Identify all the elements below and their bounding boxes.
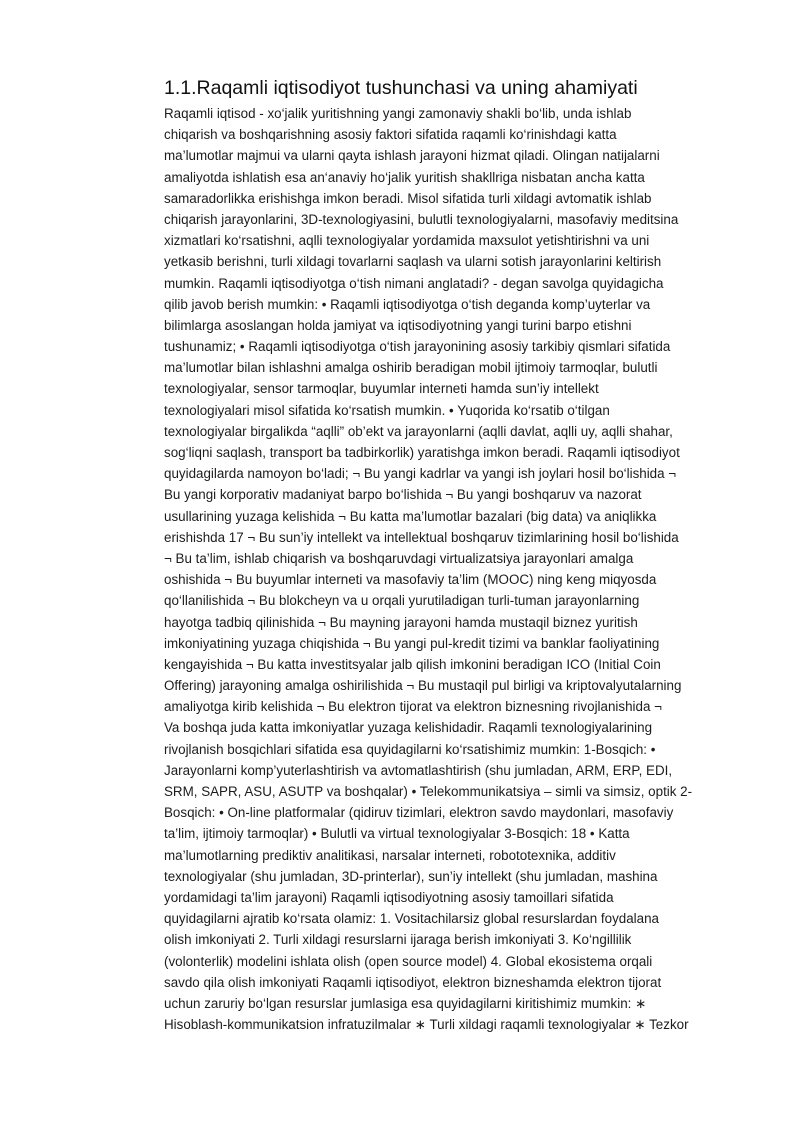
text-line: chiqarish va boshqarishning asosiy faktori sifatida raqamli ko‘rinishdagi katta	[164, 127, 617, 143]
text-line: samaradorlikka erishishga imkon beradi. Misol sifatida turli xildagi avtomatik ishlab	[164, 190, 652, 206]
text-line: yetkasib berishni, turli xildagi tovarlarni saqlash va ularni sotish jarayonlarini keltirish	[164, 254, 662, 270]
document-body	[164, 74, 744, 1035]
text-line: oshishida ¬ Bu buyumlar interneti va masofaviy ta’lim (MOOC) ning keng miqyosda	[164, 572, 657, 588]
text-line: Jarayonlarni komp’yuterlashtirish va avtomatlashtirish (shu jumladan, ARM, ERP, EDI,	[164, 762, 673, 778]
text-line: ta’lim, ijtimoiy tarmoqlar) • Bulutli va virtual texnologiyalar 3-Bosqich: 18 • Katta	[164, 826, 630, 842]
text-line: savdo qila olish imkoniyati Raqamli iqtisodiyot, elektron bizneshamda elektron tijorat	[164, 974, 662, 990]
text-line: texnologiyalar birgalikda “aqlli” ob’ekt va jarayonlarni (aqlli davlat, aqlli uy, aqlli shahar,	[164, 423, 673, 439]
text-line: Va boshqa juda katta imkoniyatlar yuzaga kelishidadir. Raqamli texnologiyalarining	[164, 720, 653, 736]
text-line: ma’lumotlarning prediktiv analitikasi, narsalar interneti, robototexnika, additiv	[164, 847, 616, 863]
text-line: usullarining yuzaga kelishida ¬ Bu katta ma’lumotlar bazalari (big data) va aniqlikka	[164, 508, 657, 524]
text-line: Offering) jarayoning amalga oshirilishida ¬ Bu mustaqil pul birligi va kriptovalyutalarning	[164, 678, 682, 694]
text-line: (volonterlik) modelini ishlata olish (open source model) 4. Global ekosistema orqali	[164, 953, 653, 969]
text-line: Hisoblash-kommunikatsion infratuzilmalar ∗ Turli xildagi raqamli texnologiyalar ∗ Tezkor	[164, 1017, 689, 1033]
text-line: chiqarish jarayonlarini, 3D-texnologiyasini, bulutli texnologiyalarni, masofaviy meditsina	[164, 211, 679, 227]
text-line: ma’lumotlar bilan ishlashni amalga oshirib beradigan mobil ijtimoiy tarmoqlar, bulutli	[164, 360, 658, 376]
text-line: texnologiyalar (shu jumladan, 3D-printerlar), sun’iy intellekt (shu jumladan, mashina	[164, 868, 658, 884]
text-line: ma’lumotlar majmui va ularni qayta ishlash jarayoni hizmat qiladi. Olingan natijalarni	[164, 148, 660, 164]
text-line: bilimlarga asoslangan holda jamiyat va iqtisodiyotning yangi turini barpo etishni	[164, 317, 632, 333]
text-line: qilib javob berish mumkin: • Raqamli iqtisodiyotga o‘tish deganda komp’uyterlar va	[164, 296, 651, 312]
text-line: imkoniyatining yuzaga chiqishida ¬ Bu yangi pul-kredit tizimi va banklar faoliyatining	[164, 635, 660, 651]
text-line: Bu yangi korporativ madaniyat barpo bo‘lishida ¬ Bu yangi boshqaruv va nazorat	[164, 487, 642, 503]
text-line: ¬ Bu ta’lim, ishlab chiqarish va boshqaruvdagi virtualizatsiya jarayonlari amalga	[164, 550, 634, 566]
text-line: xizmatlari ko‘rsatishni, aqlli texnologiyalar yordamida maxsulot yetishtirishni va uni	[164, 233, 650, 249]
text-line: sog‘liqni saqlash, transport ba tadbirkorlik) yaratishga imkon beradi. Raqamli iqtisodiyot	[164, 445, 680, 460]
text-line: erishishda 17 ¬ Bu sun’iy intellekt va intellektual boshqaruv tizimlarining hosil bo‘lishida	[164, 529, 679, 545]
text-line: qo‘llanilishida ¬ Bu blokcheyn va u orqali yurutiladigan turli-tuman jarayonlarning	[164, 593, 640, 609]
text-line: Bosqich: • On-line platformalar (qidiruv tizimlari, elektron savdo maydonlari, masofaviy	[164, 805, 674, 821]
text-line: uchun zaruriy bo‘lgan resurslar jumlasiga esa quyidagilarni kiritishimiz mumkin: ∗	[164, 995, 647, 1011]
text-line: Raqamli iqtisod - xo‘jalik yuritishning yangi zamonaviy shakli bo‘lib, unda ishlab	[164, 106, 632, 121]
text-line: olish imkoniyati 2. Turli xildagi resurslarni ijaraga berish imkoniyati 3. Ko‘ngillilik	[164, 932, 632, 948]
text-line: amaliyotga kirib kelishida ¬ Bu elektron tijorat va elektron biznesning rivojlanishida ¬	[164, 699, 662, 715]
text-line: SRM, SAPR, ASU, ASUTP va boshqalar) • Telekommunikatsiya – simli va simsiz, optik 2-	[164, 784, 693, 799]
text-line: rivojlanish bosqichlari sifatida esa quyidagilarni ko‘rsatishimiz mumkin: 1-Bosqich: •	[164, 741, 656, 757]
text-line: kengayishida ¬ Bu katta investitsyalar jalb qilish imkonini beradigan ICO (Initial Coin	[164, 656, 661, 672]
paragraph-text	[164, 103, 744, 1035]
section-heading: 1.1.Raqamli iqtisodiyot tushunchasi va uning ahamiyati	[164, 77, 638, 99]
text-line: texnologiyalari misol sifatida ko‘rsatish mumkin. • Yuqorida ko‘rsatib o‘tilgan	[164, 402, 610, 418]
text-line: yordamidagi ta’lim jarayoni) Raqamli iqtisodiyotning asosiy tamoillari sifatida	[164, 889, 614, 905]
text-line: hayotga tadbiq qilinishida ¬ Bu mayning jarayoni hamda mustaqil biznez yuritish	[164, 614, 638, 630]
text-line: quyidagilarni ajratib ko‘rsata olamiz: 1. Vositachilarsiz global resurslardan foydalana	[164, 911, 659, 927]
text-line: texnologiyalar, sensor tarmoqlar, buyumlar interneti hamda sun’iy intellekt	[164, 381, 599, 397]
text-line: amaliyotda ishlatish esa an‘anaviy ho‘jalik yuritish shakllriga nisbatan ancha katta	[164, 169, 645, 185]
text-line: tushunamiz; • Raqamli iqtisodiyotga o‘tish jarayonining asosiy tarkibiy qismlari sifatida	[164, 339, 671, 355]
text-line: mumkin. Raqamli iqtisodiyotga o‘tish nimani anglatadi? - degan savolga quyidagicha	[164, 275, 664, 291]
text-line: quyidagilarda namoyon bo‘ladi; ¬ Bu yangi kadrlar va yangi ish joylari hosil bo‘lishida ¬	[164, 466, 677, 482]
